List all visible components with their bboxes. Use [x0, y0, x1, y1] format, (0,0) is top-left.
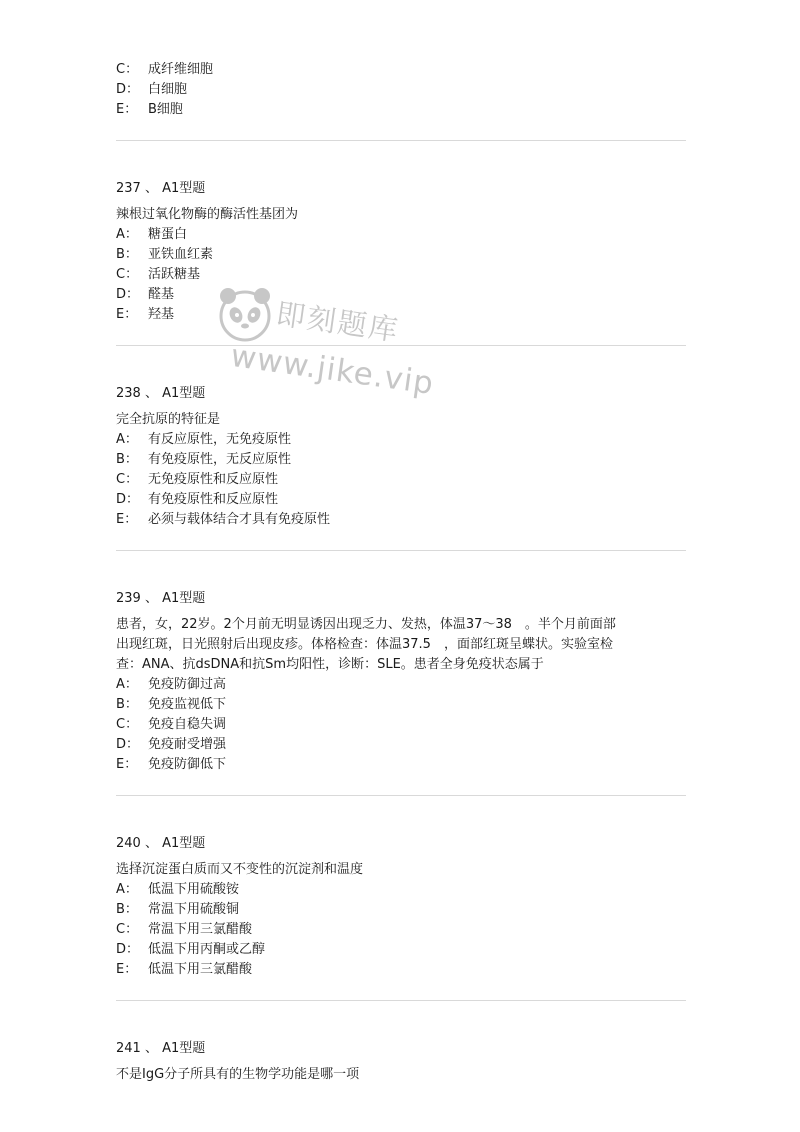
question-block: [116, 384, 686, 530]
option-text: 活跃糖基: [148, 267, 201, 282]
option-text: 免疫防御低下: [148, 757, 227, 772]
option-text: 无免疫原性和反应原性: [148, 472, 279, 487]
option-key: A：: [116, 432, 138, 447]
question-block: [116, 834, 686, 980]
option-key: C：: [116, 267, 139, 282]
option-row: [116, 245, 686, 265]
option-key: C：: [116, 922, 139, 937]
option-key: D：: [116, 737, 140, 752]
option-text: 成纤维细胞: [148, 62, 214, 77]
option-key: D：: [116, 82, 140, 97]
option-key: A：: [116, 882, 138, 897]
option-row: [116, 940, 686, 960]
question-block: [116, 1039, 686, 1085]
option-key: B：: [116, 247, 138, 262]
option-row: [116, 755, 686, 775]
watermark-url: www.jike.vip: [228, 337, 437, 403]
option-text: 醛基: [148, 287, 175, 302]
option-text: 有免疫原性，无反应原性: [148, 452, 292, 467]
option-key: C：: [116, 62, 139, 77]
exam-page: [116, 60, 686, 1085]
question-number: 238 、 A1型题: [116, 386, 206, 401]
option-key: B：: [116, 902, 138, 917]
option-row: [116, 225, 686, 245]
option-row: [116, 900, 686, 920]
option-key: C：: [116, 717, 139, 732]
option-key: E：: [116, 962, 138, 977]
option-row: [116, 880, 686, 900]
option-row: [116, 675, 686, 695]
option-row: [116, 265, 686, 285]
question-stem: 辣根过氧化物酶的酶活性基团为: [116, 207, 299, 222]
option-row: [116, 80, 686, 100]
option-text: 免疫防御过高: [148, 677, 227, 692]
option-row: [116, 490, 686, 510]
question-number: 239 、 A1型题: [116, 591, 206, 606]
option-key: D：: [116, 287, 140, 302]
question-number: 237 、 A1型题: [116, 181, 206, 196]
option-key: A：: [116, 227, 138, 242]
option-key: E：: [116, 102, 138, 117]
option-key: B：: [116, 452, 138, 467]
option-key: E：: [116, 757, 138, 772]
question-block: [116, 179, 686, 325]
option-text: 常温下用三氯醋酸: [148, 922, 253, 937]
option-key: C：: [116, 472, 139, 487]
option-text: 白细胞: [148, 82, 188, 97]
option-key: B：: [116, 697, 138, 712]
question-stem: 出现红斑，日光照射后出现皮疹。体格检查：体温37.5 ，面部红斑呈蝶状。实验室检: [116, 637, 613, 652]
option-key: A：: [116, 677, 138, 692]
option-key: E：: [116, 512, 138, 527]
option-row: [116, 305, 686, 325]
option-row: [116, 960, 686, 980]
option-text: 免疫耐受增强: [148, 737, 227, 752]
option-text: 必须与载体结合才具有免疫原性: [148, 512, 331, 527]
watermark-brand: 即刻题库: [274, 296, 402, 348]
option-text: 低温下用三氯醋酸: [148, 962, 253, 977]
question-stem: 查：ANA、抗dsDNA和抗Sm均阳性，诊断：SLE。患者全身免疫状态属于: [116, 657, 544, 672]
option-text: 低温下用硫酸铵: [148, 882, 240, 897]
option-row: [116, 100, 686, 120]
option-text: 亚铁血红素: [148, 247, 214, 262]
question-number: 240 、 A1型题: [116, 836, 206, 851]
option-row: [116, 430, 686, 450]
option-text: 常温下用硫酸铜: [148, 902, 240, 917]
option-row: [116, 735, 686, 755]
option-text: 有反应原性，无免疫原性: [148, 432, 292, 447]
option-text: B细胞: [148, 102, 183, 117]
option-row: [116, 920, 686, 940]
option-key: D：: [116, 492, 140, 507]
option-key: D：: [116, 942, 140, 957]
option-row: [116, 715, 686, 735]
option-row: [116, 510, 686, 530]
question-number: 241 、 A1型题: [116, 1041, 206, 1056]
option-text: 低温下用丙酮或乙醇: [148, 942, 266, 957]
option-row: [116, 470, 686, 490]
question-stem: 不是IgG分子所具有的生物学功能是哪一项: [116, 1067, 360, 1082]
option-row: [116, 695, 686, 715]
previous-question-options: [116, 60, 686, 120]
option-key: E：: [116, 307, 138, 322]
option-row: [116, 450, 686, 470]
question-block: [116, 589, 686, 775]
option-text: 有免疫原性和反应原性: [148, 492, 279, 507]
option-row: [116, 285, 686, 305]
option-text: 免疫自稳失调: [148, 717, 227, 732]
question-stem: 选择沉淀蛋白质而又不变性的沉淀剂和温度: [116, 862, 364, 877]
option-text: 免疫监视低下: [148, 697, 227, 712]
option-text: 羟基: [148, 307, 175, 322]
option-text: 糖蛋白: [148, 227, 188, 242]
option-row: [116, 60, 686, 80]
question-stem: 患者，女，22岁。2个月前无明显诱因出现乏力、发热，体温37～38 。半个月前面部: [116, 617, 616, 632]
question-stem: 完全抗原的特征是: [116, 412, 221, 427]
